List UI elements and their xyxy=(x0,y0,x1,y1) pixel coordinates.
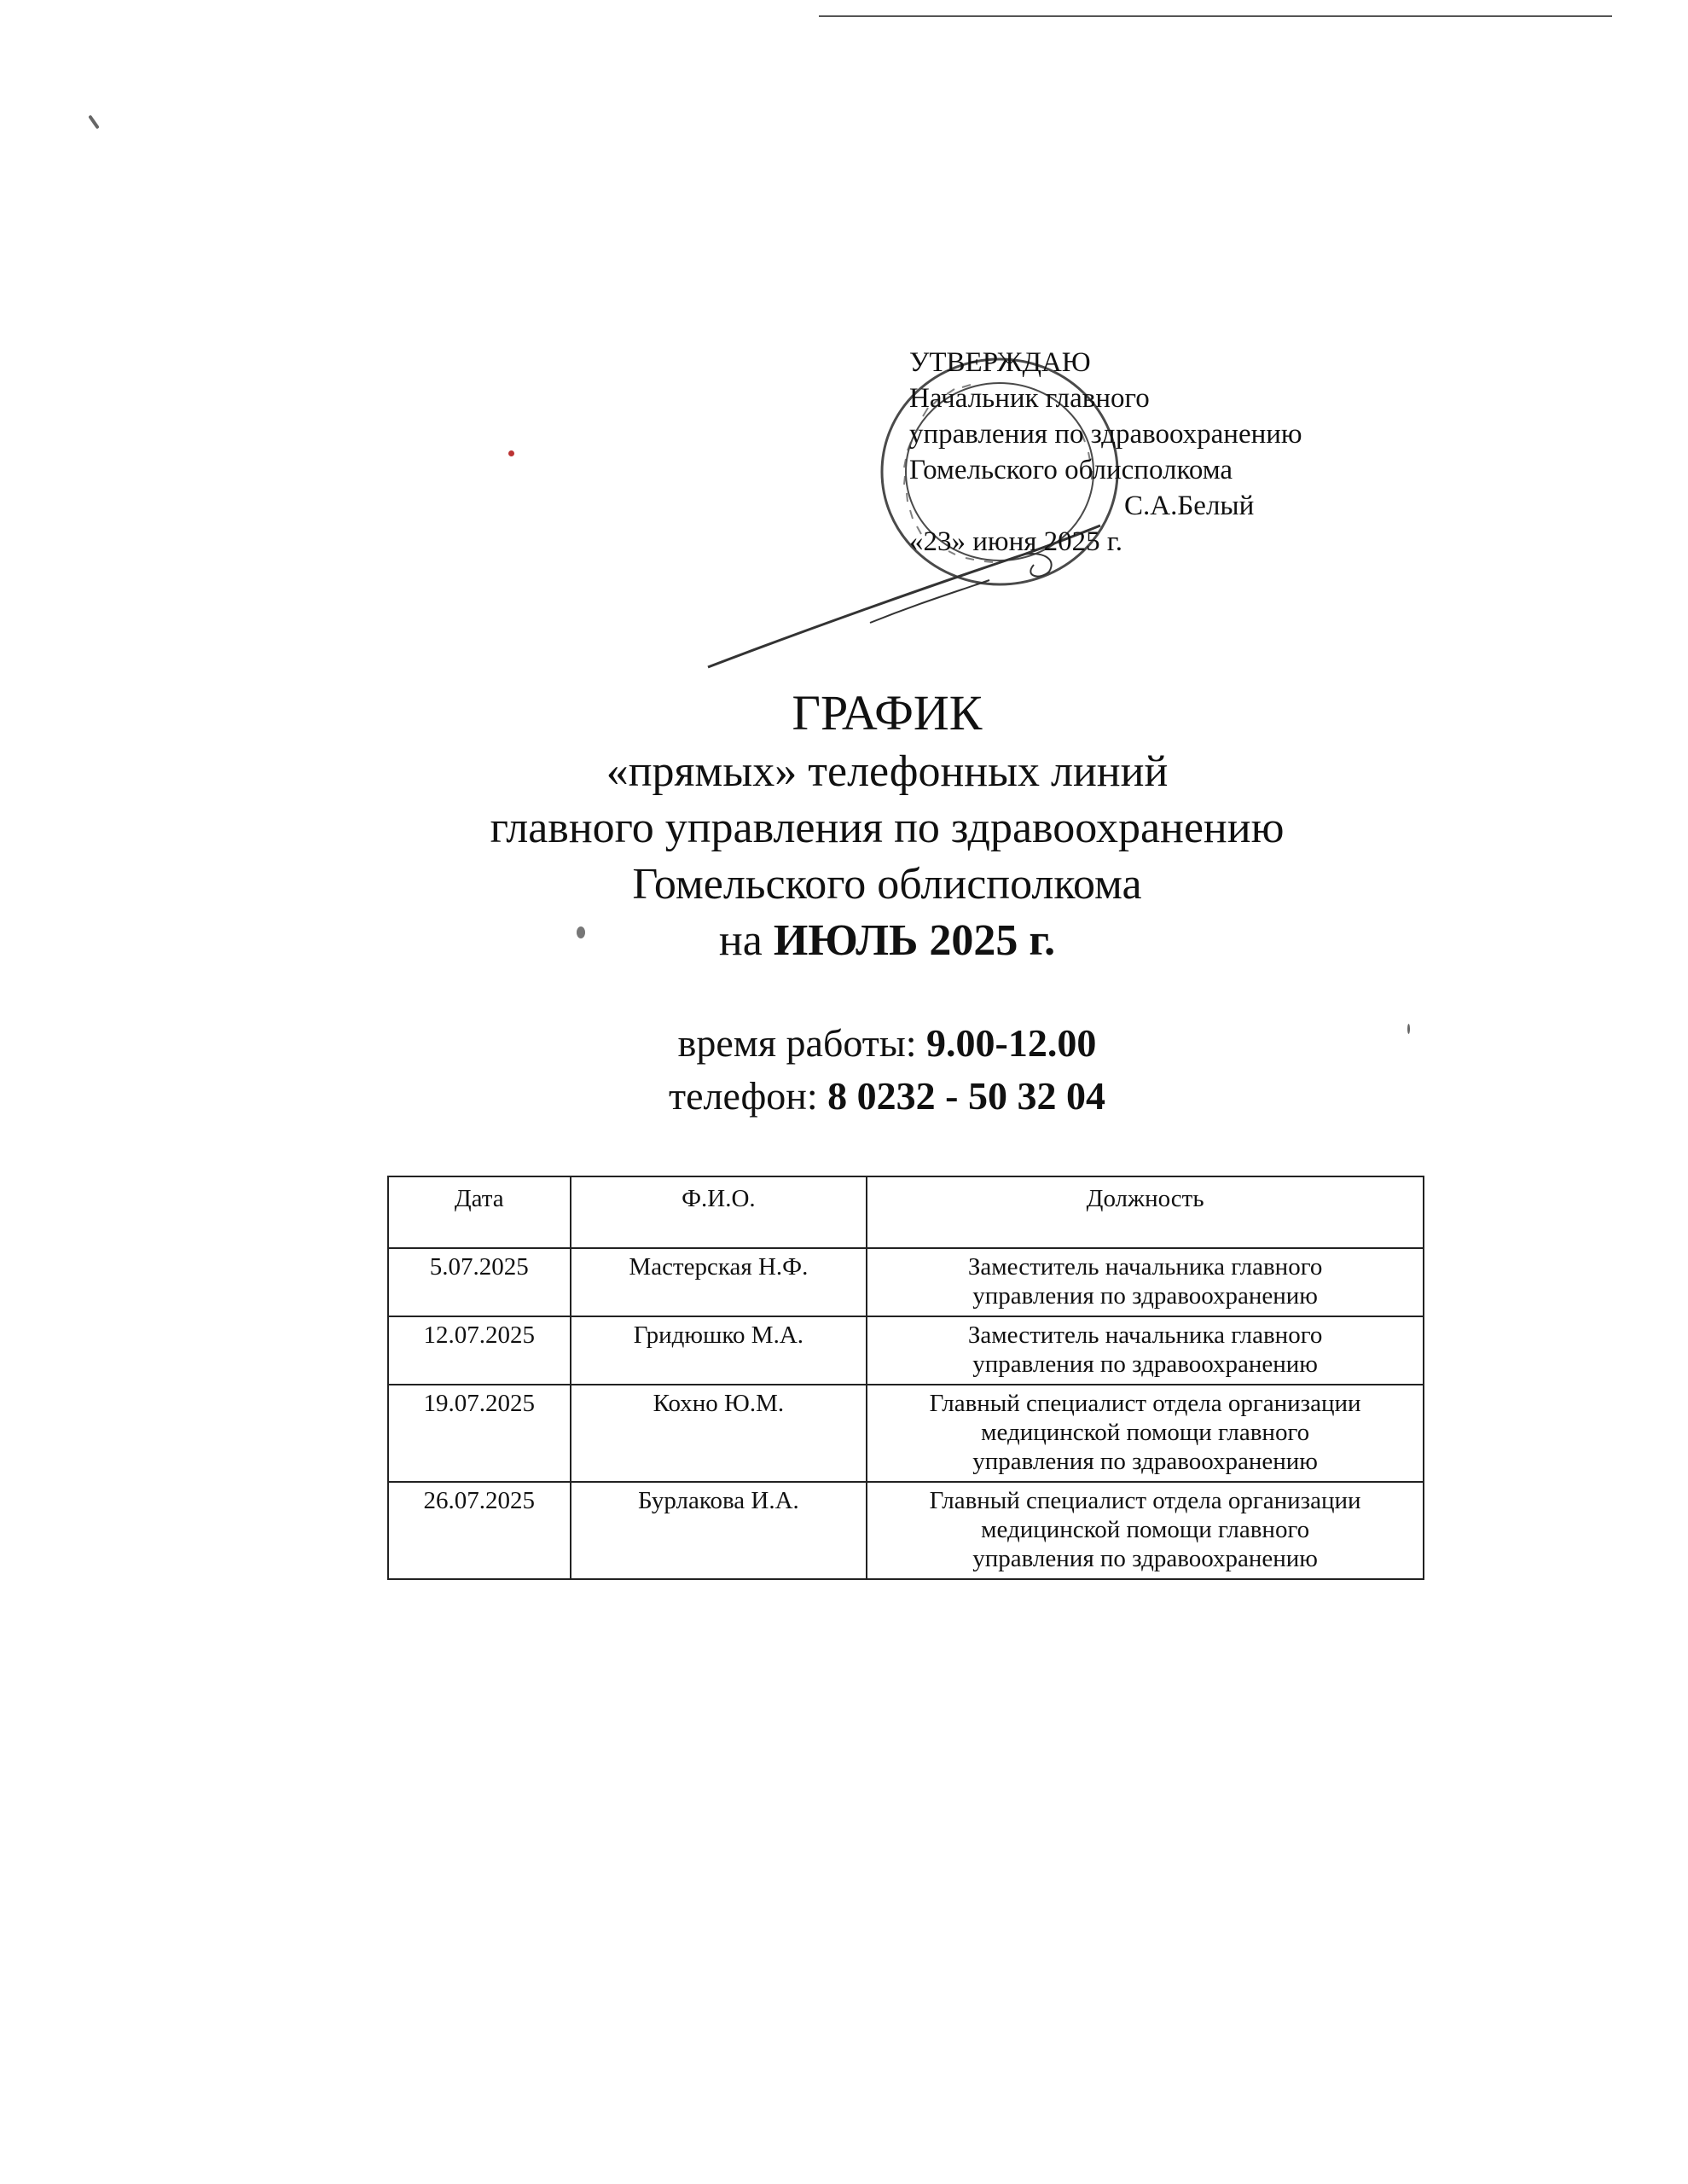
approval-date: «23» июня 2025 г. xyxy=(909,526,1122,557)
document-title-block xyxy=(256,682,1518,969)
hours-value: 9.00-12.00 xyxy=(926,1021,1097,1065)
position-line: Заместитель начальника главного xyxy=(967,1321,1323,1349)
position-line: Заместитель начальника главного xyxy=(967,1253,1323,1281)
table-row xyxy=(388,1385,1424,1482)
scan-edge-line xyxy=(819,15,1612,17)
cell-date: 19.07.2025 xyxy=(388,1385,571,1482)
position-line: управления по здравоохранению xyxy=(972,1448,1318,1475)
period-line xyxy=(256,913,1518,969)
subtitle-line-1: «прямых» телефонных линий xyxy=(606,747,1169,796)
cell-date: 5.07.2025 xyxy=(388,1248,571,1316)
table-header-row xyxy=(388,1176,1424,1248)
cell-date: 26.07.2025 xyxy=(388,1482,571,1579)
header-position: Должность xyxy=(867,1176,1424,1248)
cell-position xyxy=(867,1482,1424,1579)
phone-value: 8 0232 - 50 32 04 xyxy=(827,1074,1105,1118)
approval-block xyxy=(909,345,1387,560)
period-prefix: на xyxy=(718,916,763,965)
document-heading: ГРАФИК xyxy=(792,685,983,741)
signatory-name: С.А.Белый xyxy=(1124,491,1255,521)
table-row xyxy=(388,1248,1424,1316)
position-line: управления по здравоохранению xyxy=(972,1350,1318,1378)
scan-speck xyxy=(508,450,514,456)
phone-line xyxy=(256,1070,1518,1123)
header-name: Ф.И.О. xyxy=(571,1176,867,1248)
cell-position xyxy=(867,1385,1424,1482)
table-row xyxy=(388,1316,1424,1385)
work-info-block xyxy=(256,1017,1518,1123)
position-line: медицинской помощи главного xyxy=(981,1419,1310,1446)
cell-date: 12.07.2025 xyxy=(388,1316,571,1385)
period-value: ИЮЛЬ 2025 г. xyxy=(773,916,1056,965)
cell-name: Мастерская Н.Ф. xyxy=(571,1248,867,1316)
approve-word: УТВЕРЖДАЮ xyxy=(909,347,1091,378)
subtitle-line-2: главного управления по здравоохранению xyxy=(490,804,1285,852)
position-line: Главный специалист отдела организации xyxy=(929,1390,1361,1417)
approver-position-line-3: Гомельского облисполкома xyxy=(909,455,1233,485)
position-line: Главный специалист отдела организации xyxy=(929,1487,1361,1514)
phone-label: телефон: xyxy=(669,1074,818,1118)
cell-position xyxy=(867,1248,1424,1316)
table-row xyxy=(388,1482,1424,1579)
schedule-table xyxy=(387,1176,1424,1580)
position-line: медицинской помощи главного xyxy=(981,1516,1310,1543)
subtitle-line-3: Гомельского облисполкома xyxy=(632,860,1142,909)
cell-name: Гридюшко М.А. xyxy=(571,1316,867,1385)
position-line: управления по здравоохранению xyxy=(972,1282,1318,1310)
hours-label: время работы: xyxy=(677,1021,917,1065)
position-line: управления по здравоохранению xyxy=(972,1545,1318,1572)
cell-name: Бурлакова И.А. xyxy=(571,1482,867,1579)
approver-position-line-2: управления по здравоохранению xyxy=(909,419,1302,450)
signature-row xyxy=(909,488,1387,524)
cell-name: Кохно Ю.М. xyxy=(571,1385,867,1482)
scan-speck xyxy=(88,114,100,129)
header-date: Дата xyxy=(388,1176,571,1248)
cell-position xyxy=(867,1316,1424,1385)
approver-position-line-1: Начальник главного xyxy=(909,383,1150,414)
hours-line xyxy=(256,1017,1518,1070)
